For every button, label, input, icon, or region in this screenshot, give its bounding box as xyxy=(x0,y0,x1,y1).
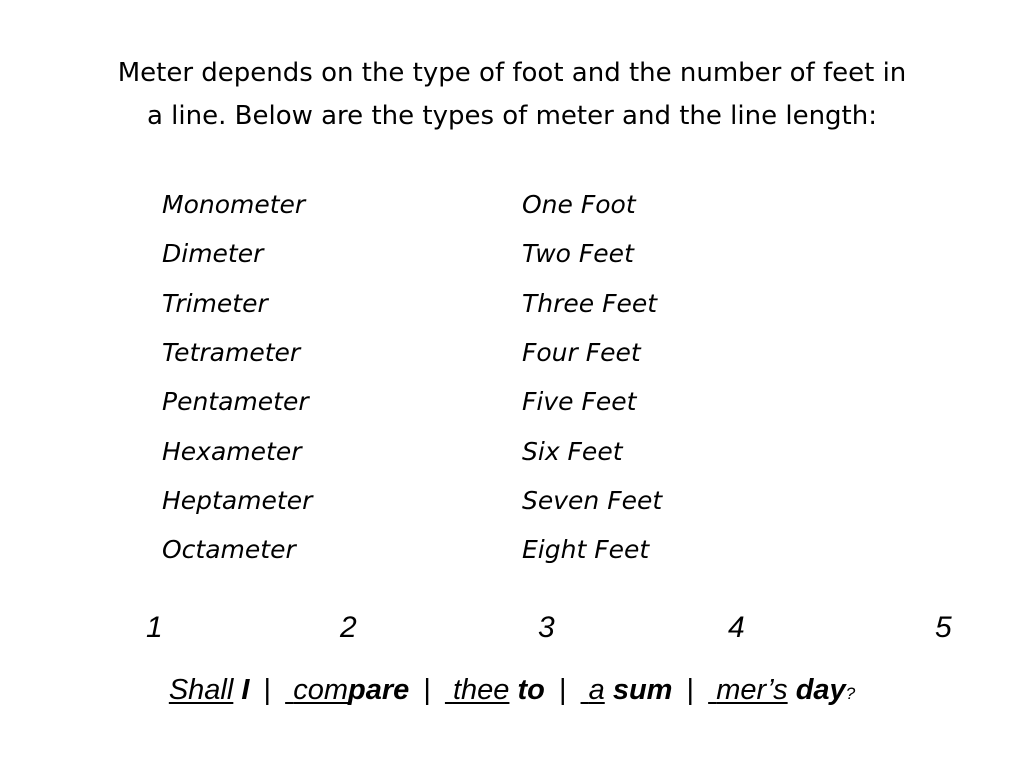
meter-name: Dimeter xyxy=(162,239,264,269)
meter-name: Monometer xyxy=(162,190,306,220)
meter-table xyxy=(162,180,762,574)
foot-divider: | xyxy=(686,674,695,706)
verse-syllable-text: mer’s xyxy=(716,674,788,706)
meter-row xyxy=(162,426,762,475)
meter-name: Octameter xyxy=(162,535,296,565)
foot-number: 3 xyxy=(538,611,555,644)
meter-length: Five Feet xyxy=(522,387,637,417)
meter-row xyxy=(162,328,762,377)
meter-length: Two Feet xyxy=(522,239,634,269)
meter-row xyxy=(162,525,762,574)
verse-syllable-text: a xyxy=(588,674,605,706)
foot-divider: | xyxy=(423,674,431,706)
intro-line-2: a line. Below are the types of meter and the line length: xyxy=(146,101,877,131)
meter-length: Four Feet xyxy=(522,338,641,368)
verse-syllable xyxy=(581,674,605,706)
meter-row xyxy=(162,377,762,426)
meter-length: Seven Feet xyxy=(522,485,663,515)
verse-syllable: Shall xyxy=(168,674,234,706)
meter-row xyxy=(162,279,762,328)
verse-syllable xyxy=(445,674,510,706)
scanned-verse-line xyxy=(0,670,1024,714)
question-mark: ? xyxy=(845,684,856,703)
foot-divider: | xyxy=(263,674,272,706)
meter-row xyxy=(162,229,762,278)
meter-length: One Foot xyxy=(522,190,636,220)
foot-number: 4 xyxy=(728,611,745,644)
verse-syllable-stressed: day xyxy=(795,674,846,706)
meter-name: Trimeter xyxy=(162,288,268,318)
meter-length: Six Feet xyxy=(522,436,623,466)
verse-syllable-stressed: sum xyxy=(612,674,673,706)
verse-syllable-stressed: to xyxy=(517,674,545,706)
verse-syllable xyxy=(285,674,348,706)
verse-syllable-text: thee xyxy=(452,674,510,706)
meter-length: Eight Feet xyxy=(522,535,650,565)
meter-name: Heptameter xyxy=(162,485,313,515)
verse-syllable xyxy=(708,674,788,706)
meter-name: Hexameter xyxy=(162,436,302,466)
meter-row xyxy=(162,476,762,525)
foot-number: 5 xyxy=(935,611,952,644)
verse-syllable-stressed: pare xyxy=(347,674,410,706)
meter-length: Three Feet xyxy=(522,288,658,318)
foot-number: 2 xyxy=(340,611,357,644)
verse-syllable-stressed: I xyxy=(241,674,250,706)
meter-row xyxy=(162,180,762,229)
verse-syllable-text: com xyxy=(293,674,348,706)
foot-number: 1 xyxy=(146,611,163,644)
intro-text xyxy=(40,52,984,138)
meter-name: Pentameter xyxy=(162,387,309,417)
intro-line-1: Meter depends on the type of foot and the number of feet in xyxy=(117,58,907,88)
meter-name: Tetrameter xyxy=(162,338,301,368)
foot-divider: | xyxy=(558,674,567,706)
